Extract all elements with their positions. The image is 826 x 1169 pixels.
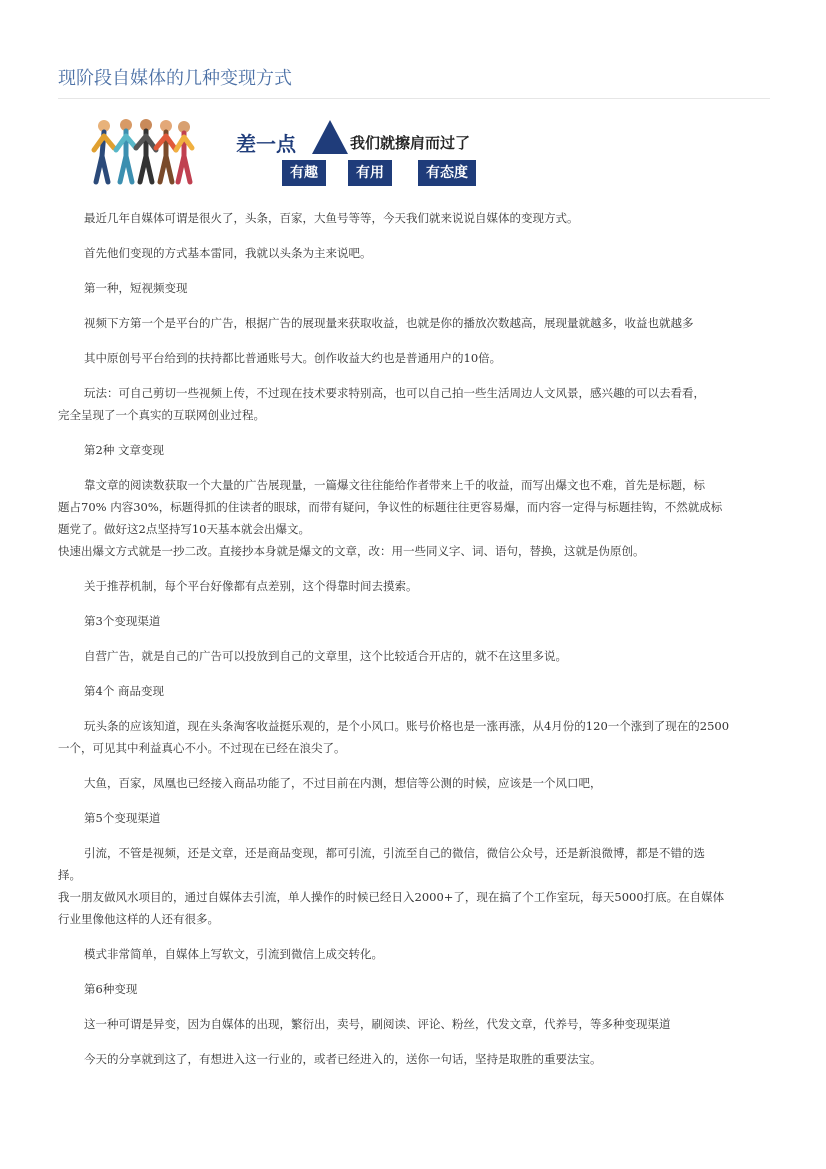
section-heading: 第5个变现渠道 — [84, 811, 161, 825]
triangle-icon — [312, 120, 348, 154]
paragraph: 题党了。做好这2点坚持写10天基本就会出爆文。 — [58, 522, 310, 536]
paragraph: 择。 — [58, 868, 81, 882]
paragraph: 这一种可谓是异变，因为自媒体的出现，繁衍出，卖号，刷阅读、评论、粉丝，代发文章，代养号，等多种变现渠道 — [84, 1017, 671, 1031]
paragraph: 行业里像他这样的人还有很多。 — [58, 912, 219, 926]
paragraph: 引流，不管是视频，还是文章，还是商品变现，都可引流，引流至自己的微信，微信公众号，还是新浪微博，都是不错的选 — [84, 846, 705, 860]
paragraph: 玩头条的应该知道，现在头条淘客收益挺乐观的，是个小风口。账号价格也是一涨再涨，从4月份的120一个涨到了现在的2500 — [84, 719, 730, 733]
paragraph: 关于推荐机制，每个平台好像都有点差别，这个得靠时间去摸索。 — [84, 579, 418, 593]
title-divider — [58, 98, 770, 99]
section-heading: 第3个变现渠道 — [84, 614, 161, 628]
banner-tag: 有用 — [348, 160, 392, 186]
banner-image — [86, 112, 506, 190]
section-heading: 第一种，短视频变现 — [84, 281, 188, 295]
banner-tag: 有态度 — [418, 160, 476, 186]
paragraph: 自营广告，就是自己的广告可以投放到自己的文章里，这个比较适合开店的，就不在这里多说。 — [84, 649, 567, 663]
paragraph: 我一朋友做风水项目的，通过自媒体去引流，单人操作的时候已经日入2000+了，现在搞了个工作室玩，每天5000打底。在自媒体 — [58, 890, 725, 904]
banner-tag: 有趣 — [282, 160, 326, 186]
paragraph: 首先他们变现的方式基本雷同，我就以头条为主来说吧。 — [84, 246, 372, 260]
paragraph: 模式非常简单，自媒体上写软文，引流到微信上成交转化。 — [84, 947, 383, 961]
paragraph: 大鱼，百家，凤凰也已经接入商品功能了，不过目前在内测，想信等公测的时候，应该是一个风口吧， — [84, 776, 602, 790]
section-heading: 第6种变现 — [84, 982, 138, 996]
section-heading: 第2种 文章变现 — [84, 443, 164, 457]
paragraph: 题占70% 内容30%，标题得抓的住读者的眼球，而带有疑问，争议性的标题往往更容易爆，而内容一定得与标题挂钩，不然就成标 — [58, 500, 723, 514]
section-heading: 第4个 商品变现 — [84, 684, 164, 698]
paragraph: 最近几年自媒体可谓是很火了，头条，百家，大鱼号等等，今天我们就来说说自媒体的变现方式。 — [84, 211, 579, 225]
paragraph: 今天的分享就到这了，有想进入这一行业的，或者已经进入的，送你一句话，坚持是取胜的重要法宝。 — [84, 1052, 602, 1066]
page-title: 现阶段自媒体的几种变现方式 — [58, 68, 292, 89]
paragraph: 完全呈现了一个真实的互联网创业过程。 — [58, 408, 265, 422]
paragraph: 靠文章的阅读数获取一个大量的广告展现量，一篇爆文往往能给作者带来上千的收益，而写出爆文也不难，首先是标题，标 — [84, 478, 705, 492]
banner-slogan-main: 差一点 — [236, 132, 296, 156]
banner-slogan-sub: 我们就擦肩而过了 — [350, 134, 471, 152]
paragraph: 快速出爆文方式就是一抄二改。直接抄本身就是爆文的文章，改：用一些同义字、词、语句，替换，这就是伪原创。 — [58, 544, 645, 558]
paragraph: 一个，可见其中利益真心不小。不过现在已经在浪尖了。 — [58, 741, 346, 755]
paragraph: 玩法：可自己剪切一些视频上传，不过现在技术要求特别高，也可以自己拍一些生活周边人文风景，感兴趣的可以去看看， — [84, 386, 705, 400]
people-illustration-icon — [86, 116, 196, 188]
paragraph: 其中原创号平台给到的扶持都比普通账号大。创作收益大约也是普通用户的10倍。 — [84, 351, 502, 365]
paragraph: 视频下方第一个是平台的广告，根据广告的展现量来获取收益，也就是你的播放次数越高，展现量就越多，收益也就越多 — [84, 316, 694, 330]
